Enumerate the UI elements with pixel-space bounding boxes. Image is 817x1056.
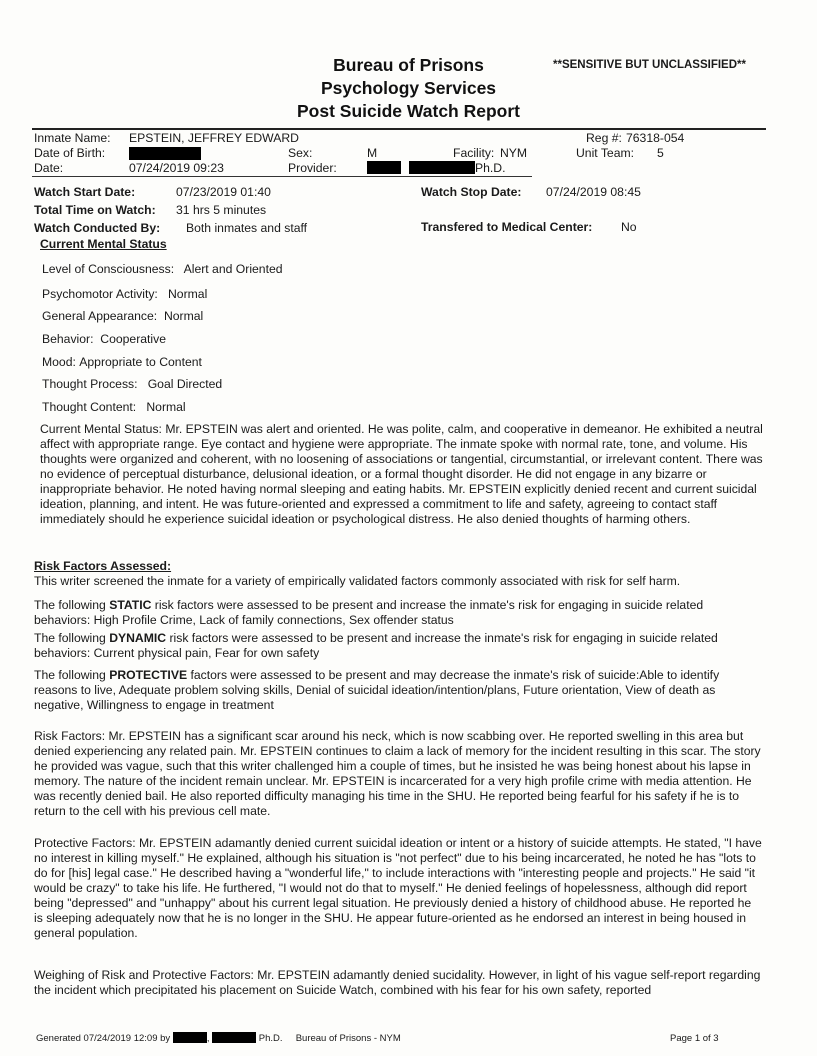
- ms-thought-content: Thought Content: Normal: [42, 400, 186, 414]
- inmate-block-rule: [32, 176, 532, 177]
- report-date: 07/24/2019 09:23: [129, 161, 224, 175]
- protective-factors-list: The following PROTECTIVE factors were assessed to be present and may decrease the inmate's risk of suicide:Able to identify reasons to live, Adequate problem solving skills, Denial of suicidal ideation/intention/plans, Future orientation, View of death as negative, Willingness to engage in treatment: [34, 668, 720, 712]
- transfer-value: No: [621, 220, 637, 234]
- watch-stop-value: 07/24/2019 08:45: [546, 185, 641, 199]
- unit-team-label: Unit Team:: [576, 146, 635, 160]
- sensitivity-marking: **SENSITIVE BUT UNCLASSIFIED**: [553, 59, 746, 71]
- footer-redaction-1: [173, 1032, 207, 1043]
- report-dept-title: Psychology Services: [320, 78, 497, 98]
- inmate-name-label: Inmate Name:: [34, 131, 111, 145]
- unit-team-value: 5: [657, 146, 664, 160]
- watch-start-label: Watch Start Date:: [34, 185, 136, 199]
- report-title: Post Suicide Watch Report: [297, 101, 520, 121]
- total-time-label: Total Time on Watch:: [34, 203, 156, 217]
- sex-label: Sex:: [288, 146, 313, 160]
- page-footer: [36, 1031, 719, 1046]
- page-number: Page 1 of 3: [670, 1033, 719, 1044]
- conducted-by-value: Both inmates and staff: [186, 221, 308, 235]
- conducted-by-label: Watch Conducted By:: [34, 221, 161, 235]
- dob-redaction: [129, 147, 205, 162]
- dob-label: Date of Birth:: [34, 146, 106, 160]
- ms-mood: Mood: Appropriate to Content: [42, 355, 202, 369]
- ms-thought-process: Thought Process: Goal Directed: [42, 377, 223, 391]
- watch-start-value: 07/23/2019 01:40: [176, 185, 271, 199]
- inmate-name: EPSTEIN, JEFFREY EDWARD: [129, 131, 299, 145]
- protective-factors-narrative: Protective Factors: Mr. EPSTEIN adamantly denied current suicidal ideation or intent or a history of suicide attempts. He stated, "I have no interest in killing myself." He explained, although his situation is "not perfect" due to his being incarcerated, he noted he has "lots to do for [his] legal case." He described having a "wonderful life," to include interactions with "interesting people and projects." He said "it would be crazy" to take his life. He furthered, "I would not do that to myself." He denied feelings of hopelessness, although did report being "depressed" and "unhappy" about his current legal situation. He previously denied a history of childhood abuse. He reported he is sleeping adequately now that he is no longer in the SHU. He appear future-oriented as he endorsed an interest in being housed in general population.: [34, 836, 762, 940]
- facility-label: Facility:: [453, 146, 495, 160]
- footer-suffix: Ph.D.: [258, 1033, 283, 1044]
- mental-status-narrative: Current Mental Status: Mr. EPSTEIN was alert and oriented. He was polite, calm, and cooperative in demeanor. He exhibited a neutral affect with appropriate range. Eye contact and hygiene were appropriate. The inmate spoke with normal rate, tone, and volume. His thoughts were organized and coherent, with no loosening of associations or tangential, circumstantial, or irrelevant content. There was no evidence of perceptual disturbance, delusional ideation, or a formal thought disorder. He did not engage in any bizarre or inappropriate behavior. He noted having normal sleeping and eating habits. Mr. EPSTEIN explicitly denied recent and current suicidal ideation, planning, and intent. He was future-oriented and expressed a commitment to life and safety, agreeing to contact staff immediately should he experience suicidal ideation or psychological distress. He also denied thoughts of harming others.: [40, 422, 763, 526]
- footer-generated: Generated 07/24/2019 12:09 by: [36, 1033, 171, 1044]
- reg-number: 76318-054: [626, 131, 685, 145]
- reg-label: Reg #:: [586, 131, 622, 145]
- ms-psychomotor: Psychomotor Activity: Normal: [42, 287, 208, 301]
- report-org-title: Bureau of Prisons: [333, 55, 484, 75]
- weighing-narrative: Weighing of Risk and Protective Factors: Mr. EPSTEIN adamantly denied sucidality. However, in light of his vague self-report regarding the incident which precipitated his placement on Suicide Watch, combined with his fear for his own safety, reported: [34, 968, 761, 997]
- mental-status-heading: Current Mental Status: [40, 237, 167, 251]
- provider-label: Provider:: [288, 161, 337, 175]
- footer-comma: ,: [206, 1033, 210, 1044]
- watch-stop-label: Watch Stop Date:: [421, 185, 522, 199]
- static-risk-factors: The following STATIC risk factors were assessed to be present and increase the inmate's risk for engaging in suicide related behaviors: High Profile Crime, Lack of family connections, Sex offender status: [34, 598, 704, 627]
- risk-intro: This writer screened the inmate for a variety of empirically validated factors commonly associated with risk for self harm.: [34, 574, 681, 588]
- provider-redaction: [367, 161, 477, 176]
- ms-appearance: General Appearance: Normal: [42, 309, 204, 323]
- transfer-label: Transfered to Medical Center:: [421, 220, 593, 234]
- footer-org: Bureau of Prisons - NYM: [295, 1033, 401, 1044]
- risk-factors-narrative: Risk Factors: Mr. EPSTEIN has a significant scar around his neck, which is now scabbing over. He reported swelling in this area but denied experiencing any related pain. Mr. EPSTEIN continues to claim a lack of memory for the incident resulting in this scar. The story he provided was vague, such that this writer challenged him a couple of times, but he insisted he was being honest about his lapse in memory. The nature of the incident remain unclear. Mr. EPSTEIN is incarcerated for a very high profile crime with media attention. He was recently denied bail. He also reported difficulty managing his time in the SHU. He reported being fearful for his safety if he is to return to the cell with his previous cell mate.: [34, 729, 761, 818]
- risk-factors-heading: Risk Factors Assessed:: [34, 559, 172, 573]
- footer-redaction-2: [212, 1032, 256, 1043]
- ms-consciousness: Level of Consciousness: Alert and Oriented: [42, 262, 283, 276]
- dynamic-risk-factors: The following DYNAMIC risk factors were assessed to be present and increase the inmate's risk for engaging in suicide related behaviors: Current physical pain, Fear for own safety: [34, 631, 718, 660]
- date-label: Date:: [34, 161, 64, 175]
- facility-value: NYM: [500, 146, 528, 160]
- ms-behavior: Behavior: Cooperative: [42, 332, 166, 346]
- sex-value: M: [367, 146, 378, 160]
- header-rule: [32, 128, 766, 130]
- provider-suffix: Ph.D.: [475, 161, 506, 175]
- total-time-value: 31 hrs 5 minutes: [176, 203, 267, 217]
